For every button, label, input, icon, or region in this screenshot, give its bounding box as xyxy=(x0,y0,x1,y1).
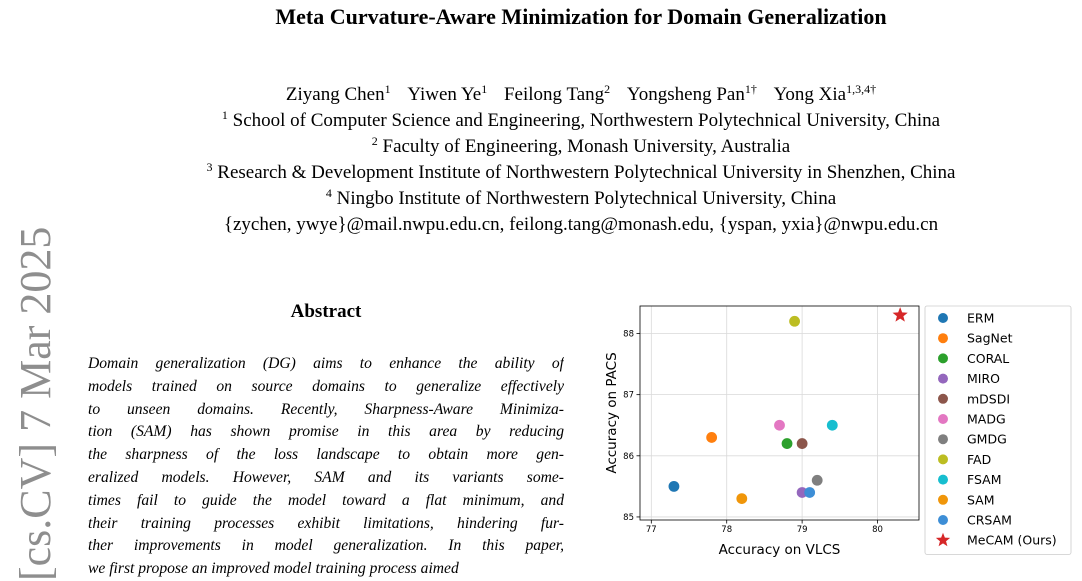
abstract-line: the sharpness of the loss landscape to obtain more gen- xyxy=(88,446,564,464)
y-tick-label: 85 xyxy=(623,512,634,523)
data-point xyxy=(706,432,717,443)
paper-title: Meta Curvature-Aware Minimization for Domain Generalization xyxy=(275,4,887,29)
data-point xyxy=(812,475,823,486)
author: Yong Xia$^{1,3,4\dagger}$ xyxy=(773,82,877,105)
abstract-line: eralized models. However, SAM and its variants some- xyxy=(88,468,564,486)
author: Ziyang Chen$^1$ xyxy=(285,82,391,105)
y-axis-label: Accuracy on PACS xyxy=(604,352,620,474)
x-tick-label: 78 xyxy=(721,525,733,535)
x-tick-label: 77 xyxy=(645,525,657,535)
affiliation: $^1$ School of Computer Science and Engineering, Northwestern Polytechnical University, China xyxy=(221,108,941,131)
y-tick-label: 87 xyxy=(623,390,634,401)
legend-label: MIRO xyxy=(967,371,1000,387)
legend-marker xyxy=(938,495,948,505)
legend-label: ERM xyxy=(967,310,995,326)
author-list xyxy=(0,82,1082,108)
affiliation: $^4$ Ningbo Institute of Northwestern Polytechnical University, China xyxy=(325,186,837,209)
legend-marker xyxy=(938,333,948,343)
abstract-line: times fail to guide the model toward a flat minimum, and xyxy=(88,491,564,509)
data-point-star xyxy=(893,307,908,321)
abstract-line: we first propose an improved model training process aimed xyxy=(88,560,459,578)
legend-label: mDSDI xyxy=(967,391,1011,407)
legend-label: FSAM xyxy=(967,472,1002,488)
legend-marker xyxy=(938,374,948,384)
legend-marker xyxy=(938,313,948,323)
author-block xyxy=(0,82,1082,238)
abstract-line: to unseen domains. Recently, Sharpness-Aware Minimiza- xyxy=(88,400,564,418)
author: Yiwen Ye$^1$ xyxy=(407,82,488,105)
legend-marker xyxy=(938,353,948,363)
data-point xyxy=(669,481,680,492)
abstract-line: their training processes exhibit limitations, hindering fur- xyxy=(88,514,564,532)
abstract-line: tion (SAM) has shown promise in this area by reducing xyxy=(88,423,564,441)
abstract-line: models trained on source domains to generalize effectively xyxy=(88,377,564,395)
scatter-chart xyxy=(596,296,1082,581)
legend-marker xyxy=(938,434,948,444)
legend-label: CORAL xyxy=(967,350,1010,366)
data-point xyxy=(736,493,747,504)
legend-label: CRSAM xyxy=(967,512,1012,528)
legend-marker xyxy=(938,515,948,525)
abstract-body xyxy=(88,353,564,581)
x-tick-label: 79 xyxy=(796,525,808,535)
author: Feilong Tang$^2$ xyxy=(503,82,611,105)
legend-label: SagNet xyxy=(967,330,1013,346)
x-tick-label: 80 xyxy=(872,525,883,535)
data-point xyxy=(789,316,800,327)
legend-marker xyxy=(938,475,948,485)
abstract-heading: Abstract xyxy=(290,301,362,322)
legend-label: GMDG xyxy=(967,431,1007,447)
legend-label: SAM xyxy=(967,492,995,508)
legend-marker xyxy=(938,454,948,464)
author: Yongsheng Pan$^{1\dagger}$ xyxy=(626,82,757,105)
affiliation: $^3$ Research & Development Institute of Northwestern Polytechnical University in Shenzhen, China xyxy=(206,160,956,183)
affiliation: $^2$ Faculty of Engineering, Monash University, Australia xyxy=(371,134,791,157)
x-axis-label: Accuracy on VLCS xyxy=(718,542,841,558)
data-point xyxy=(827,420,838,431)
legend-label: FAD xyxy=(967,451,992,467)
y-tick-label: 86 xyxy=(623,451,634,462)
data-point xyxy=(804,487,815,498)
author-emails: {zychen, ywye}@mail.nwpu.edu.cn, feilong.tang@monash.edu, {yspan, yxia}@nwpu.edu.cn xyxy=(223,214,939,235)
legend-marker xyxy=(938,394,948,404)
abstract-line: Domain generalization (DG) aims to enhance the ability of xyxy=(88,355,564,372)
y-tick-label: 88 xyxy=(623,329,634,340)
legend-marker xyxy=(938,414,948,424)
abstract-line: ther improvements in model generalization. In this paper, xyxy=(88,537,564,555)
data-point xyxy=(797,438,808,449)
data-point xyxy=(774,420,785,431)
legend-label: MADG xyxy=(967,411,1006,427)
arxiv-stamp: [cs.CV] 7 Mar 2025 xyxy=(11,226,60,581)
legend-label: MeCAM (Ours) xyxy=(967,532,1057,548)
data-point xyxy=(782,438,793,449)
